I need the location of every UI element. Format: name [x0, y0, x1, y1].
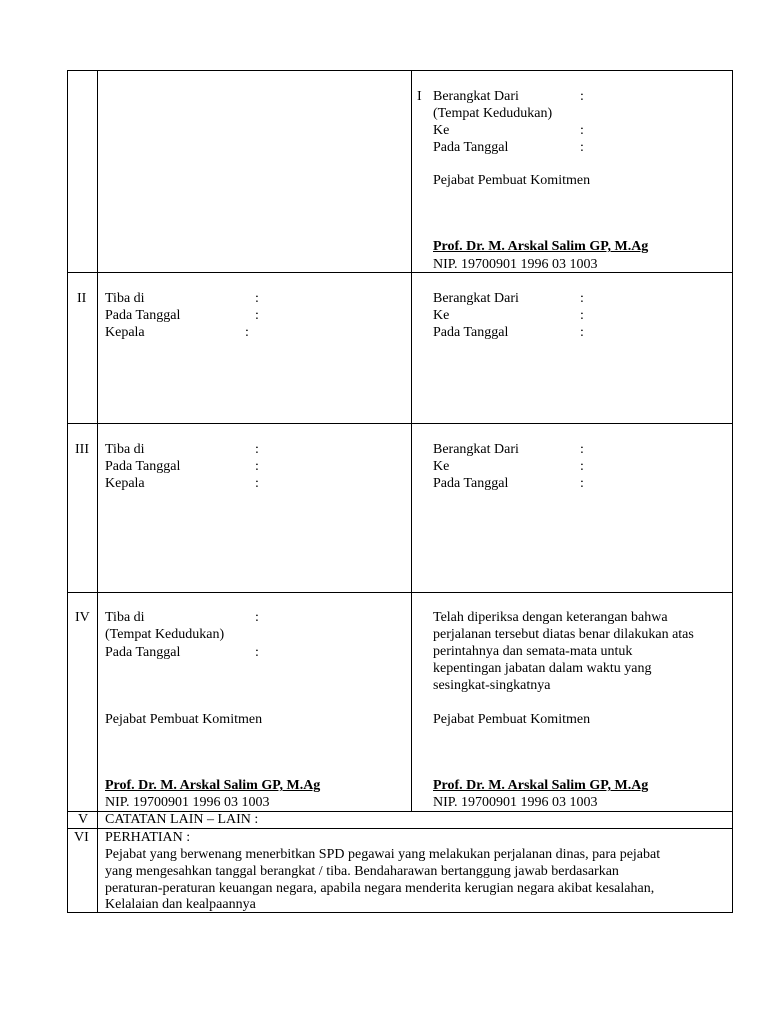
pada-tanggal-label: Pada Tanggal	[105, 645, 181, 660]
pada-tanggal-label: Pada Tanggal	[433, 325, 509, 340]
right-official-nip: NIP. 19700901 1996 03 1003	[433, 795, 598, 810]
kepala-label: Kepala	[105, 325, 145, 340]
colon: :	[580, 442, 584, 457]
left-pejabat-label: Pejabat Pembuat Komitmen	[105, 712, 263, 727]
left-official-nip: NIP. 19700901 1996 03 1003	[105, 795, 270, 810]
colon: :	[580, 476, 584, 491]
verification-statement-line: Telah diperiksa dengan keterangan bahwa	[433, 610, 668, 625]
berangkat-dari-label: Berangkat Dari	[433, 89, 519, 104]
official-nip: NIP. 19700901 1996 03 1003	[433, 257, 598, 272]
pada-tanggal-label: Pada Tanggal	[433, 140, 509, 155]
section-iii-number: III	[75, 442, 89, 457]
colon: :	[255, 476, 259, 491]
colon: :	[255, 459, 259, 474]
perhatian-text-line: Kelalaian dan kealpaannya	[105, 897, 256, 912]
official-name: Prof. Dr. M. Arskal Salim GP, M.Ag	[433, 239, 649, 254]
perhatian-text-line: peraturan-peraturan keuangan negara, apabila negara menderita kerugian negara akibat kesalahan,	[105, 881, 655, 896]
ke-label: Ke	[433, 459, 450, 474]
pada-tanggal-label: Pada Tanggal	[433, 476, 509, 491]
ke-label: Ke	[433, 308, 450, 323]
left-official-name: Prof. Dr. M. Arskal Salim GP, M.Ag	[105, 778, 321, 793]
middle-column-divider	[411, 70, 412, 812]
colon: :	[255, 308, 259, 323]
section-i-number: I	[417, 89, 422, 104]
colon: :	[255, 291, 259, 306]
section-ii-number: II	[77, 291, 87, 306]
tiba-di-label: Tiba di	[105, 610, 145, 625]
tempat-kedudukan-label: (Tempat Kedudukan)	[433, 106, 553, 121]
row-divider-3	[67, 592, 733, 593]
pada-tanggal-label: Pada Tanggal	[105, 308, 181, 323]
tempat-kedudukan-label: (Tempat Kedudukan)	[105, 627, 225, 642]
verification-statement-line: sesingkat-singkatnya	[433, 678, 551, 693]
section-vi-number: VI	[74, 830, 89, 845]
perhatian-text-line: yang mengesahkan tanggal berangkat / tiba. Bendaharawan bertanggung jawab berdasarkan	[105, 864, 619, 879]
kepala-label: Kepala	[105, 476, 145, 491]
right-pejabat-label: Pejabat Pembuat Komitmen	[433, 712, 591, 727]
berangkat-dari-label: Berangkat Dari	[433, 291, 519, 306]
colon: :	[245, 325, 249, 340]
tiba-di-label: Tiba di	[105, 291, 145, 306]
colon: :	[255, 442, 259, 457]
right-official-name: Prof. Dr. M. Arskal Salim GP, M.Ag	[433, 778, 649, 793]
colon: :	[580, 291, 584, 306]
section-v-number: V	[78, 812, 89, 827]
number-column-divider	[97, 70, 98, 913]
pada-tanggal-label: Pada Tanggal	[105, 459, 181, 474]
colon: :	[255, 645, 259, 660]
perhatian-text-line: Pejabat yang berwenang menerbitkan SPD pegawai yang melakukan perjalanan dinas, para pejabat	[105, 847, 661, 862]
row-divider-1	[67, 272, 733, 273]
colon: :	[580, 89, 584, 104]
pejabat-label: Pejabat Pembuat Komitmen	[433, 173, 591, 188]
colon: :	[255, 610, 259, 625]
tiba-di-label: Tiba di	[105, 442, 145, 457]
colon: :	[580, 123, 584, 138]
perhatian-label: PERHATIAN :	[105, 830, 191, 845]
row-divider-2	[67, 423, 733, 424]
berangkat-dari-label: Berangkat Dari	[433, 442, 519, 457]
colon: :	[580, 459, 584, 474]
colon: :	[580, 308, 584, 323]
section-iv-number: IV	[75, 610, 90, 625]
colon: :	[580, 140, 584, 155]
verification-statement-line: kepentingan jabatan dalam waktu yang	[433, 661, 652, 676]
verification-statement-line: perjalanan tersebut diatas benar dilakukan atas	[433, 627, 694, 642]
ke-label: Ke	[433, 123, 450, 138]
verification-statement-line: perintahnya dan semata-mata untuk	[433, 644, 633, 659]
colon: :	[580, 325, 584, 340]
catatan-lain-label: CATATAN LAIN – LAIN :	[105, 812, 259, 827]
